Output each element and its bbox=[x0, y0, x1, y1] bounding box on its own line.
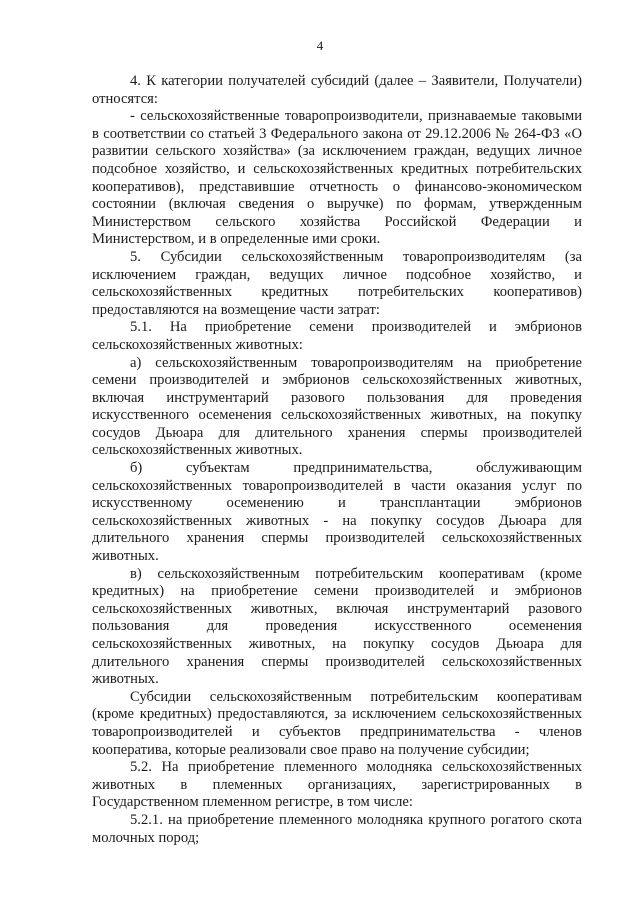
paragraph-cooperatives-subsidies: Субсидии сельскохозяйственным потребительским кооперативам (кроме кредитных) предоставляются, за исключением сельскохозяйственных товаропроизводителей и субъектов предпринимательства - членов кооператива, которые реализовали свое право на получение субсидии; bbox=[92, 688, 582, 758]
paragraph-5-2-breeding-stock: 5.2. На приобретение племенного молодняка сельскохозяйственных животных в племенных организациях, зарегистрированных в Государственном племенном регистре, в том числе: bbox=[92, 759, 582, 811]
paragraph-5-1-c: в) сельскохозяйственным потребительским кооперативам (кроме кредитных) на приобретение семени производителей и эмбрионов сельскохозяйственных животных, включая инструментарий разового пользования для проведения искусственного осеменения сельскохозяйственных животных, на покупку сосудов Дьюара для длительного хранения спермы производителей сельскохозяйственных животных. bbox=[92, 565, 582, 688]
paragraph-5-1-a: а) сельскохозяйственным товаропроизводителям на приобретение семени производителей и эмбрионов сельскохозяйственных животных, включая инструментарий разового пользования для проведения искусственного осеменения сельскохозяйственных животных, на покупку сосудов Дьюара для длительного хранения спермы производителей сельскохозяйственных животных. bbox=[92, 354, 582, 459]
paragraph-5-1-semen-embryos: 5.1. На приобретение семени производителей и эмбрионов сельскохозяйственных животных: bbox=[92, 319, 582, 353]
paragraph-5-2-1-dairy-cattle: 5.2.1. на приобретение племенного молодняка крупного рогатого скота молочных пород; bbox=[92, 811, 582, 846]
paragraph-recipients-category: 4. К категории получателей субсидий (далее – Заявители, Получатели) относятся: bbox=[92, 73, 582, 107]
paragraph-agricultural-producers: - сельскохозяйственные товаропроизводители, признаваемые таковыми в соответствии со статьей 3 Федерального закона от 29.12.2006 № 264-ФЗ «О развитии сельского хозяйства» (за исключением граждан, ведущих личное подсобное хозяйство, и сельскохозяйственных кредитных потребительских кооперативов), представившие отчетность о финансово-экономическом состоянии (включая сведения о выручке) по формам, утвержденным Министерством сельского хозяйства Российской Федерации и Министерством, и в определенные ими сроки. bbox=[92, 108, 582, 248]
paragraph-subsidies-purpose: 5. Субсидии сельскохозяйственным товаропроизводителям (за исключением граждан, ведущих личное подсобное хозяйство, и сельскохозяйственных кредитных потребительских кооперативов) предоставляются на возмещение части затрат: bbox=[92, 248, 582, 318]
page-number: 4 bbox=[316, 38, 324, 53]
document-body bbox=[92, 73, 582, 847]
paragraph-5-1-b: б) субъектам предпринимательства, обслуживающим сельскохозяйственных товаропроизводителей в части оказания услуг по искусственному осеменению и трансплантации эмбрионов сельскохозяйственных животных - на покупку сосудов Дьюара для длительного хранения спермы производителей сельскохозяйственных животных. bbox=[92, 460, 582, 565]
